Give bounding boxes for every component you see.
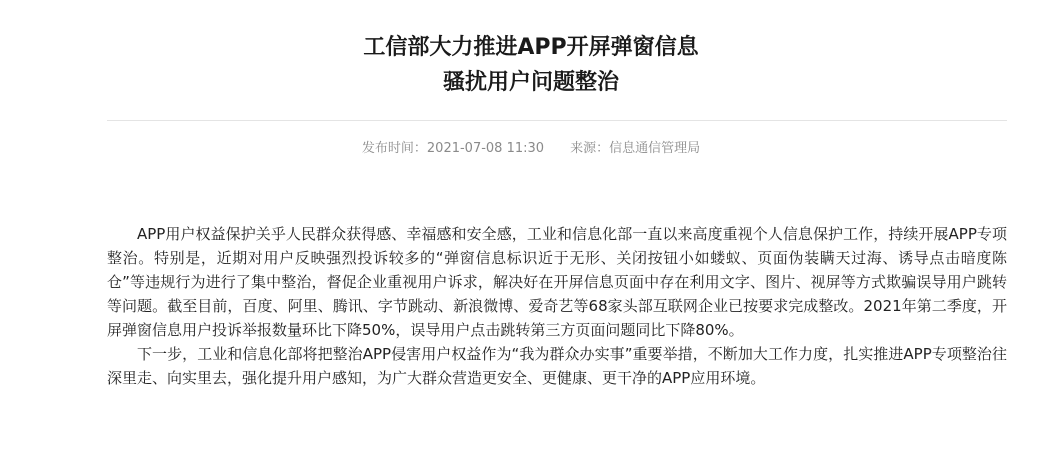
article-meta [0,139,1062,159]
source-name: 信息通信管理局 [609,141,701,156]
publish-time-label: 发布时间： [361,141,427,156]
source-label: 来源： [570,141,610,156]
title-divider [107,120,1007,121]
article-body [107,222,1007,390]
paragraph-1: APP用户权益保护关乎人民群众获得感、幸福感和安全感，工业和信息化部一直以来高度重视个人信息保护工作，持续开展APP专项整治。特别是，近期对用户反映强烈投诉较多的“弹窗信息标识近于无形、关闭按钮小如蝼蚁、页面伪装瞒天过海、诱导点击暗度陈仓”等违规行为进行了集中整治，督促企业重视用户诉求，解决好在开屏信息页面中存在利用文字、图片、视屏等方式欺骗误导用户跳转等问题。截至目前，百度、阿里、腾讯、字节跳动、新浪微博、爱奇艺等68家头部互联网企业已按要求完成整改。2021年第二季度，开屏弹窗信息用户投诉举报数量环比下降50%，误导用户点击跳转第三方页面问题同比下降80%。 [107,225,1007,339]
article-title-line-2: 骚扰用户问题整治 [442,70,619,95]
article-title-line-1: 工信部大力推进APP开屏弹窗信息 [363,35,699,60]
paragraph-2: 下一步，工业和信息化部将把整治APP侵害用户权益作为“我为群众办实事”重要举措，不断加大工作力度，扎实推进APP专项整治往深里走、向实里去，强化提升用户感知，为广大群众营造更安全、更健康、更干净的APP应用环境。 [107,345,1007,387]
publish-time: 2021-07-08 11:30 [426,141,545,156]
